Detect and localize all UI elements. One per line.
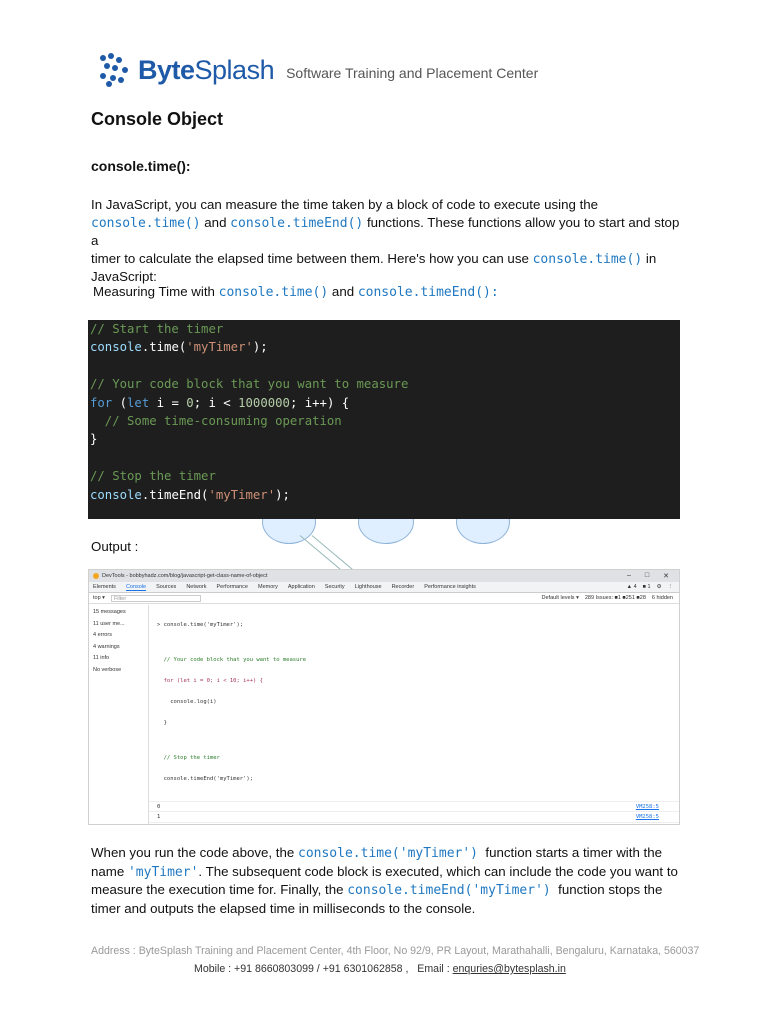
code-block: // Start the timer console.time('myTimer'); // Your code block that you want to measure for (let i = 0; i < 1000000; i++) { // Some time-consuming operation } // Stop the timer console.timeEnd('myTimer'); bbox=[88, 320, 680, 519]
log-row bbox=[149, 823, 679, 825]
source-link[interactable]: VM258:5 bbox=[635, 804, 659, 810]
context-select[interactable]: top ▾ bbox=[93, 595, 105, 601]
sidebar-item-warnings[interactable]: 4 warnings bbox=[93, 643, 120, 650]
footer-email-link[interactable]: enquries@bytesplash.in bbox=[452, 963, 566, 975]
brand-tagline: Software Training and Placement Center bbox=[286, 65, 539, 81]
console-output bbox=[149, 605, 679, 824]
tab-elements[interactable]: Elements bbox=[93, 584, 116, 590]
tab-application[interactable]: Application bbox=[287, 584, 315, 590]
measuring-heading: Measuring Time with console.time() and console.timeEnd(): bbox=[93, 284, 499, 300]
sidebar-item-verbose[interactable]: No verbose bbox=[93, 666, 122, 673]
sidebar-item-messages[interactable]: 15 messages bbox=[93, 609, 126, 615]
log-row: 0 VM258:5 bbox=[149, 802, 679, 812]
hidden-count: 6 hidden bbox=[651, 595, 673, 601]
console-sidebar bbox=[89, 605, 149, 824]
devtools-screenshot bbox=[88, 569, 680, 825]
console-input-echo: > console.time('myTimer'); // Your code block that you want to measure for (let i = 0; i < 10; i++) { console.log(i) } // Stop the timer console.timeEnd('myTimer'); bbox=[149, 605, 679, 802]
sidebar-item-errors[interactable]: 4 errors bbox=[93, 632, 112, 638]
tab-network[interactable]: Network bbox=[186, 584, 207, 590]
sidebar-item-user-messages[interactable]: 11 user me... bbox=[93, 620, 125, 627]
header bbox=[100, 52, 538, 88]
logo-icon bbox=[100, 53, 130, 87]
footer-address: Address : ByteSplash Training and Placement Center, 4th Floor, No 92/9, PR Layout, Marathahalli, Bengaluru, Karnataka, 560037 bbox=[91, 945, 700, 957]
source-link[interactable] bbox=[636, 823, 659, 825]
output-label: Output : bbox=[91, 539, 139, 554]
intro-paragraph: In JavaScript, you can measure the time taken by a block of code to execute using the console.time() and console.timeEnd() functions. These functions allow you to start and stop a timer to calculate the elapsed time between them. Here's how you can use console.time() in JavaScript: bbox=[91, 197, 680, 285]
explanation-paragraph: When you run the code above, the console.time('myTimer') function starts a timer with the name 'myTimer'. The subsequent code block is executed, which can include the code you want to measure the execution time for. Finally, the console.timeEnd('myTimer') function stops the timer and outputs the elapsed time in milliseconds to the console. bbox=[91, 845, 678, 916]
chrome-icon bbox=[93, 573, 99, 579]
tab-console[interactable]: Console bbox=[125, 583, 147, 590]
console-toolbar bbox=[89, 593, 679, 604]
close-button[interactable]: ✕ bbox=[663, 573, 669, 580]
errors-badge[interactable]: ■ 1 bbox=[642, 584, 651, 590]
settings-icon[interactable]: ⚙ bbox=[656, 584, 662, 590]
tab-sources[interactable]: Sources bbox=[156, 584, 177, 590]
tab-security[interactable]: Security bbox=[324, 584, 345, 590]
brand-name: ByteSplash bbox=[138, 54, 275, 85]
filter-input[interactable]: Filter bbox=[111, 595, 201, 602]
sidebar-item-info[interactable]: 11 info bbox=[93, 655, 110, 661]
tab-recorder[interactable]: Recorder bbox=[391, 584, 415, 590]
footer-email-label: Email : bbox=[417, 963, 450, 975]
minimize-button[interactable]: – bbox=[626, 572, 631, 579]
devtools-tabs bbox=[89, 582, 679, 593]
tab-memory[interactable]: Memory bbox=[257, 584, 278, 590]
source-link[interactable]: VM258:5 bbox=[635, 814, 659, 821]
issues-count[interactable]: 289 Issues: ■1 ■251 ■28 bbox=[584, 595, 646, 601]
tab-performance-insights[interactable]: Performance insights bbox=[424, 584, 476, 590]
page-title: Console Object bbox=[91, 109, 224, 129]
tab-lighthouse[interactable]: Lighthouse bbox=[354, 584, 382, 590]
warnings-badge[interactable]: ▲ 4 bbox=[626, 584, 637, 590]
maximize-button[interactable]: □ bbox=[644, 572, 650, 579]
more-icon[interactable]: ⋮ bbox=[667, 584, 673, 590]
log-row: 1 VM258:5 bbox=[149, 812, 679, 822]
devtools-titlebar: DevTools - bobbyhadz.com/blog/javascript-get-class-name-of-object – □ ✕ bbox=[89, 570, 679, 582]
levels-select[interactable]: Default levels ▾ bbox=[541, 595, 579, 601]
section-title: console.time(): bbox=[91, 158, 191, 174]
tab-performance[interactable]: Performance bbox=[216, 584, 248, 590]
footer-mobile: Mobile : +91 8660803099 / +91 6301062858 bbox=[194, 963, 403, 975]
footer-contact: Mobile : +91 8660803099 / +91 6301062858 , Email : enquries@bytesplash.in bbox=[194, 963, 566, 975]
